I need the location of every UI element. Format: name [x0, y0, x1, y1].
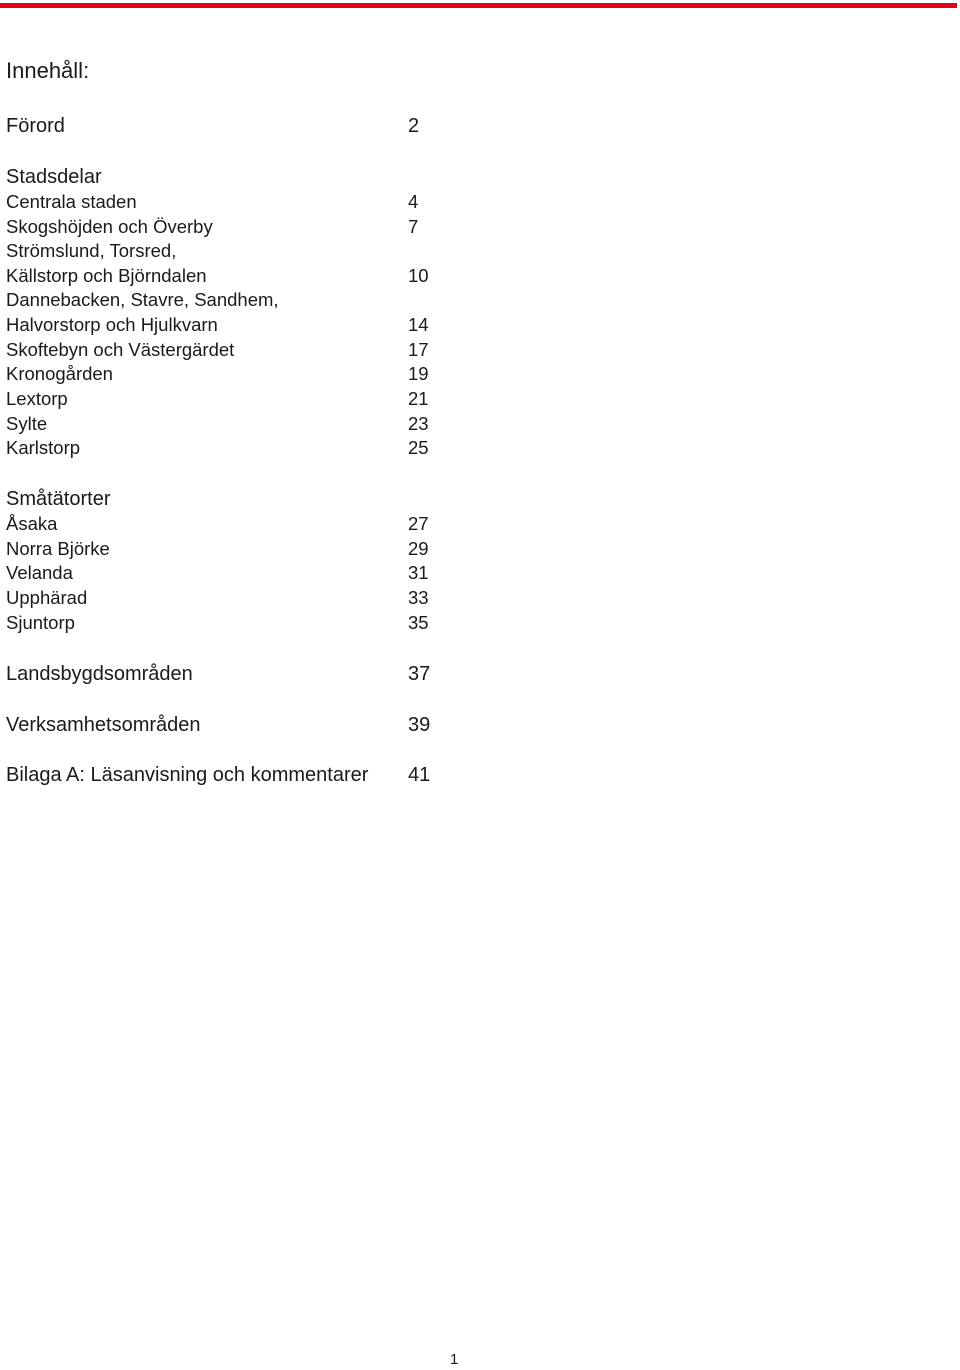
toc-entry[interactable]	[6, 435, 446, 461]
toc-entry-label: Upphärad	[6, 587, 88, 608]
toc-entry-page: 29	[408, 538, 429, 559]
toc-entry-label: Kronogården	[6, 363, 113, 384]
toc-entry[interactable]	[6, 238, 446, 264]
toc-entry-page: 33	[408, 587, 429, 608]
toc-entry-label: Förord	[6, 115, 65, 137]
toc-entry-label: Skogshöjden och Överby	[6, 216, 213, 237]
toc-section-smatatorter[interactable]	[6, 486, 446, 512]
toc-entry-label: Sjuntorp	[6, 612, 75, 633]
toc-entry-label: Verksamhetsområden	[6, 714, 201, 736]
top-accent-rule	[0, 3, 957, 8]
toc-entry-label: Sylte	[6, 413, 48, 434]
toc-entry-label: Skoftebyn och Västergärdet	[6, 339, 235, 360]
toc-entry-page: 10	[408, 265, 429, 286]
toc-entry-label: Dannebacken, Stavre, Sandhem,	[6, 289, 279, 310]
toc-entry-page: 2	[408, 115, 420, 137]
toc-entry-page: 23	[408, 413, 429, 434]
toc-entry-label: Norra Björke	[6, 538, 110, 559]
toc-entry-page: 14	[408, 314, 429, 335]
toc-entry-page: 41	[408, 764, 431, 786]
toc-section-label: Stadsdelar	[6, 166, 102, 188]
toc-entry-label: Lextorp	[6, 388, 68, 409]
toc-title: Innehåll:	[6, 58, 90, 83]
toc-entry[interactable]	[6, 536, 446, 562]
toc-entry[interactable]	[6, 189, 446, 215]
toc-section-stadsdelar[interactable]	[6, 164, 446, 190]
toc-entry-label: Källstorp och Björndalen	[6, 265, 207, 286]
toc-entry[interactable]	[6, 361, 446, 387]
page-number: 1	[450, 1351, 459, 1368]
toc-entry-label: Landsbygdsområden	[6, 663, 193, 685]
toc-entry-page: 35	[408, 612, 429, 633]
toc-entry-label: Bilaga A: Läsanvisning och kommentarer	[6, 764, 369, 786]
toc-entry-forord[interactable]	[6, 113, 446, 139]
toc-entry[interactable]	[6, 411, 446, 437]
toc-entry-landsbygd[interactable]	[6, 661, 446, 687]
toc-entry-verksamhet[interactable]	[6, 712, 446, 738]
toc-entry-page: 7	[408, 216, 419, 237]
toc-entry[interactable]	[6, 560, 446, 586]
toc-entry[interactable]	[6, 337, 446, 363]
toc-section-label: Småtätorter	[6, 488, 111, 510]
toc-entry-label: Strömslund, Torsred,	[6, 240, 177, 261]
toc-entry-page: 39	[408, 714, 431, 736]
toc-entry[interactable]	[6, 585, 446, 611]
toc-entry-label: Karlstorp	[6, 437, 81, 458]
toc-entry-page: 27	[408, 513, 429, 534]
toc-entry[interactable]	[6, 312, 446, 338]
toc-entry[interactable]	[6, 386, 446, 412]
toc-entry-label: Velanda	[6, 562, 73, 583]
toc-entry-label: Åsaka	[6, 513, 58, 534]
toc-entry-bilaga[interactable]	[6, 762, 446, 788]
toc-entry[interactable]	[6, 511, 446, 537]
toc-entry[interactable]	[6, 610, 446, 636]
toc-entry[interactable]	[6, 214, 446, 240]
toc-entry-page: 19	[408, 363, 429, 384]
toc-entry-page: 4	[408, 191, 419, 212]
toc-entry-page: 31	[408, 562, 429, 583]
toc-entry-label: Halvorstorp och Hjulkvarn	[6, 314, 218, 335]
toc-entry-page: 37	[408, 663, 431, 685]
toc-entry[interactable]	[6, 287, 446, 313]
toc-entry-page: 25	[408, 437, 429, 458]
toc-entry[interactable]	[6, 263, 446, 289]
toc-entry-page: 21	[408, 388, 429, 409]
toc-entry-label: Centrala staden	[6, 191, 137, 212]
toc-entry-page: 17	[408, 339, 429, 360]
